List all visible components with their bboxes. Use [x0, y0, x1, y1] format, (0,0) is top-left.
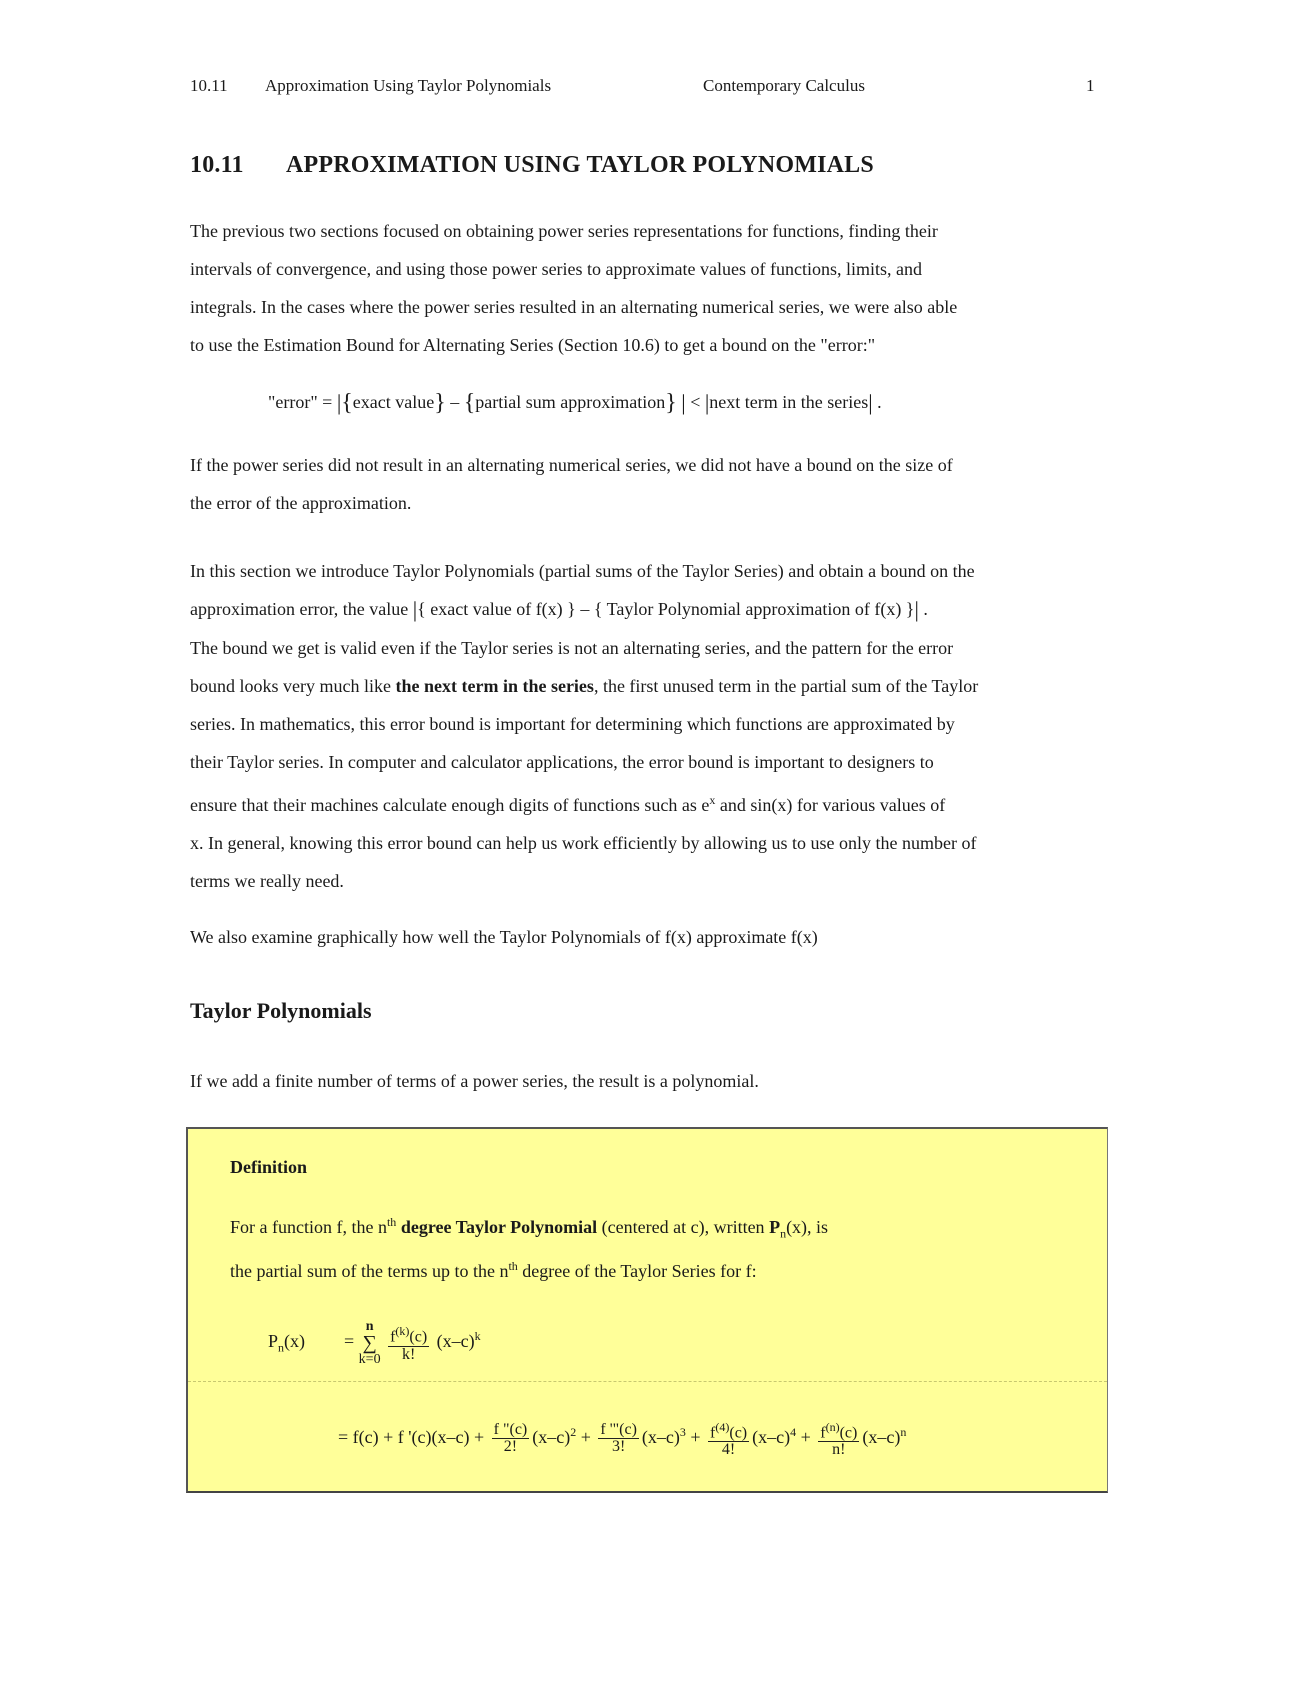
- t4-f: f: [710, 1424, 716, 1442]
- section-intro-text: , the first unused term in the partial sum of the Taylor: [593, 676, 979, 696]
- intro-line: intervals of convergence, and using those power series to approximate values of functions, limits, and: [190, 259, 922, 279]
- x-minus-c: (x–c): [436, 1331, 475, 1352]
- frac-f: f: [390, 1328, 396, 1346]
- section-subheading: Taylor Polynomials: [190, 998, 372, 1023]
- power-n: n: [900, 1424, 907, 1439]
- t4-denominator: 4!: [721, 1441, 736, 1459]
- graphical-paragraph: [190, 918, 1130, 956]
- power-3: 3: [679, 1424, 686, 1439]
- error-value-expression: { exact value of f(x) } – { Taylor Polynomial approximation of f(x) }: [417, 599, 915, 619]
- equals-sign: =: [344, 1331, 355, 1352]
- plus-sign: +: [690, 1426, 701, 1447]
- section-intro-line: [190, 781, 1130, 824]
- intro-line: The previous two sections focused on obtaining power series representations for functions, finding their: [190, 221, 938, 241]
- page-title: [190, 152, 874, 179]
- third-derivative-term: [598, 1422, 639, 1455]
- x-minus-c: (x–c): [862, 1426, 901, 1447]
- next-term-emphasis: the next term in the series: [395, 676, 594, 696]
- t4-c: (c): [729, 1424, 748, 1442]
- t2-numerator: f "(c): [493, 1421, 528, 1439]
- section-intro-line: terms we really need.: [190, 871, 344, 891]
- x-minus-c: (x–c): [641, 1426, 680, 1447]
- section-intro-line: In this section we introduce Taylor Polynomials (partial sums of the Taylor Series) and obtain a bound on the: [190, 561, 975, 581]
- finite-paragraph: [190, 1062, 1130, 1100]
- expanded-formula: [338, 1419, 906, 1458]
- plus-sign: +: [580, 1426, 591, 1447]
- frac-k-sup: (k): [395, 1324, 410, 1339]
- power-4: 4: [790, 1424, 797, 1439]
- pn-subscript: n: [278, 1340, 285, 1355]
- sum-upper-limit: n: [365, 1319, 374, 1334]
- section-intro-line: The bound we get is valid even if the Taylor series is not an alternating series, and the pattern for the error: [190, 638, 954, 658]
- error-formula-end: .: [877, 392, 882, 412]
- finite-line: If we add a finite number of terms of a power series, the result is a polynomial.: [190, 1071, 759, 1091]
- definition-title: Definition: [230, 1157, 308, 1177]
- definition-box: [186, 1127, 1108, 1493]
- definition-text: the partial sum of the terms up to the n: [230, 1261, 509, 1281]
- header-page-number: 1: [1086, 76, 1095, 95]
- subscript-n: n: [780, 1226, 787, 1241]
- section-intro-text: approximation error, the value: [190, 599, 413, 619]
- x-minus-c: (x–c): [532, 1426, 571, 1447]
- section-intro-text: .: [918, 599, 928, 619]
- header-section-number: 10.11: [190, 76, 228, 95]
- frac-c: (c): [409, 1328, 428, 1346]
- intro-line: integrals. In the cases where the power series resulted in an alternating numerical series, we were also able: [190, 297, 958, 317]
- exponent-x: x: [709, 793, 716, 807]
- tn-f: f: [820, 1424, 826, 1442]
- section-intro-line: x. In general, knowing this error bound can help us work efficiently by allowing us to use only the number of: [190, 833, 977, 853]
- no-bound-line: If the power series did not result in an alternating numerical series, we did not have a bound on the size of: [190, 455, 953, 475]
- fourth-derivative-term: [708, 1419, 749, 1458]
- section-intro-text: ensure that their machines calculate enough digits of functions such as e: [190, 795, 710, 815]
- no-bound-line: the error of the approximation.: [190, 493, 412, 513]
- graphical-line: We also examine graphically how well the Taylor Polynomials of f(x) approximate f(x): [190, 927, 818, 947]
- section-intro-text: bound looks very much like: [190, 676, 396, 696]
- intro-line: to use the Estimation Bound for Alternating Series (Section 10.6) to get a bound on the "error:": [190, 335, 876, 355]
- error-formula-next: next term in the series: [709, 392, 869, 412]
- taylor-polynomial-term: degree Taylor Polynomial: [396, 1217, 598, 1237]
- definition-line-2: [230, 1259, 757, 1282]
- error-formula-lt: <: [690, 392, 701, 412]
- error-formula: "error" = |{exact value} – {partial sum approximation} | < |next term in the series| .: [268, 390, 882, 416]
- page-title-number: 10.11: [190, 152, 244, 178]
- header-book-title: Contemporary Calculus: [703, 76, 865, 95]
- sum-lower-limit: k=0: [358, 1352, 381, 1367]
- plus-sign: +: [800, 1426, 811, 1447]
- section-intro-line: approximation error, the value |{ exact value of f(x) } – { Taylor Polynomial approximation of f(x) }| .: [190, 597, 928, 622]
- superscript-th: th: [508, 1259, 518, 1273]
- power-k: k: [474, 1329, 481, 1344]
- header-chapter-title: Approximation Using Taylor Polynomials: [265, 76, 552, 95]
- intro-paragraph: [190, 212, 1130, 364]
- definition-divider: [188, 1381, 1107, 1382]
- second-derivative-term: [492, 1422, 530, 1455]
- expanded-start: = f(c) + f '(c)(x–c) +: [338, 1426, 485, 1447]
- section-intro-paragraph: [190, 552, 1130, 900]
- superscript-th: th: [386, 1215, 397, 1229]
- tn-sup: (n): [825, 1420, 840, 1434]
- no-bound-paragraph: [190, 446, 1130, 522]
- pn-argument: (x): [284, 1331, 306, 1352]
- general-term-fraction: [388, 1323, 429, 1362]
- power-2: 2: [570, 1424, 577, 1439]
- frac-k-factorial: k!: [401, 1345, 416, 1363]
- tn-c: (c): [839, 1424, 858, 1442]
- error-formula-partial: partial sum approximation: [475, 392, 666, 412]
- definition-line-1: [230, 1215, 828, 1242]
- x-minus-c: (x–c): [752, 1426, 791, 1447]
- section-intro-line: their Taylor series. In computer and calculator applications, the error bound is important to designers to: [190, 752, 934, 772]
- t2-denominator: 2!: [503, 1438, 518, 1456]
- summation-symbol: [359, 1319, 381, 1367]
- nth-derivative-term: [818, 1419, 859, 1458]
- pn-symbol: P: [769, 1217, 781, 1237]
- page-title-text: APPROXIMATION USING TAYLOR POLYNOMIALS: [286, 152, 874, 178]
- definition-text: For a function f, the n: [230, 1217, 387, 1237]
- definition-text: (x), is: [786, 1217, 829, 1237]
- definition-text: degree of the Taylor Series for f:: [517, 1261, 757, 1281]
- pn-label: P: [268, 1331, 279, 1352]
- definition-text: (centered at c), written: [597, 1217, 770, 1237]
- t3-numerator: f '"(c): [600, 1421, 637, 1439]
- t3-denominator: 3!: [611, 1438, 626, 1456]
- t4-sup: (4): [715, 1420, 730, 1434]
- section-intro-text: and sin(x) for various values of: [715, 795, 946, 815]
- error-formula-lhs: "error" =: [268, 392, 333, 412]
- error-formula-exact: exact value: [352, 392, 435, 412]
- section-intro-line: series. In mathematics, this error bound is important for determining which functions are approximated by: [190, 714, 955, 734]
- section-intro-line: [190, 667, 1130, 705]
- tn-denominator: n!: [832, 1441, 846, 1459]
- sigma-glyph: ∑: [362, 1332, 377, 1354]
- sum-formula: [268, 1319, 481, 1367]
